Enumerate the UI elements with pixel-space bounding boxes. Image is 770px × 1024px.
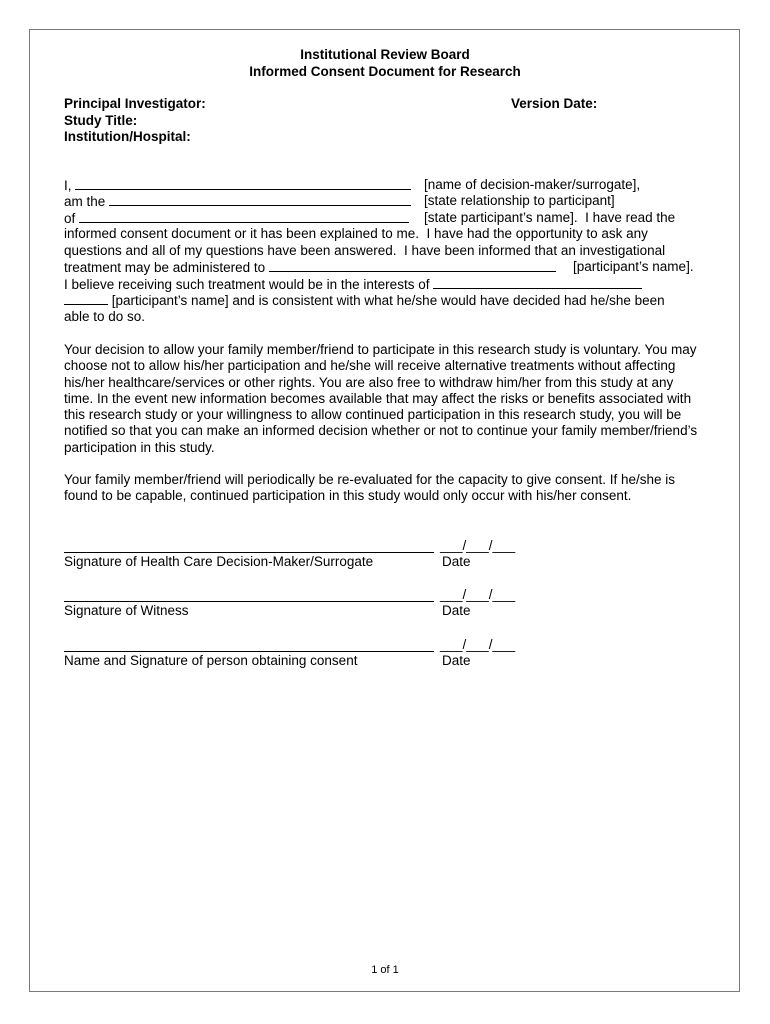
document-page: [29, 29, 740, 992]
relationship-blank[interactable]: [109, 193, 411, 206]
surrogate-date-label: Date: [442, 554, 471, 569]
consent-line-9: able to do so.: [64, 309, 146, 324]
participant-name-hint: [state participant’s name]. I have read the: [424, 210, 676, 225]
principal-investigator-label: Principal Investigator:: [64, 96, 206, 111]
surrogate-signature-label: Signature of Health Care Decision-Maker/Surrogate: [64, 554, 374, 569]
obtaining-signature-label: Name and Signature of person obtaining consent: [64, 653, 358, 668]
decision-maker-hint: [name of decision-maker/surrogate],: [424, 177, 641, 192]
obtaining-date-field[interactable]: ___/___/___: [440, 637, 516, 652]
version-date-label: Version Date:: [511, 96, 598, 111]
participant-name-blank[interactable]: [79, 210, 409, 223]
relationship-hint: [state relationship to participant]: [424, 193, 615, 208]
interests-participant-blank[interactable]: [433, 276, 642, 289]
treatment-participant-hint: [participant’s name].: [573, 259, 694, 274]
consent-line-3: of: [64, 210, 409, 226]
surrogate-date-field[interactable]: ___/___/___: [440, 538, 516, 553]
interests-participant-blank-cont[interactable]: [64, 292, 108, 305]
document-subtitle: Informed Consent Document for Research: [249, 64, 521, 79]
voluntary-paragraph: Your decision to allow your family member/friend to participate in this research study is voluntary. You may choose not to allow his/her participation and he/she will receive alternative treatments without affecting his/her healthcare/services or other rights. You are also free to withdraw him/her from this study at any time. In the event new information becomes available that may affect the risks or benefits associated with this research study or your willingness to allow continued participation in this research study, you will be notified so that you can make an informed decision whether or not to continue your family member/friend’s participation in this study.: [64, 342, 698, 455]
document-title: Institutional Review Board: [300, 47, 470, 62]
reevaluation-paragraph: Your family member/friend will periodically be re-evaluated for the capacity to give consent. If he/she is found to be capable, continued participation in this study would only occur with his/her consent.: [64, 472, 676, 504]
consent-line-1: I,: [64, 177, 411, 193]
consent-line-7: I believe receiving such treatment would be in the interests of: [64, 276, 642, 292]
consent-line-2: am the: [64, 193, 411, 209]
page-number: 1 of 1: [371, 964, 399, 976]
consent-line-4: informed consent document or it has been explained to me. I have had the opportunity to ask any: [64, 226, 648, 241]
obtaining-date-label: Date: [442, 653, 471, 668]
consent-line-5: questions and all of my questions have been answered. I have been informed that an investigational: [64, 243, 666, 258]
study-title-label: Study Title:: [64, 113, 138, 128]
witness-date-field[interactable]: ___/___/___: [440, 587, 516, 602]
consent-line-8: [participant’s name] and is consistent with what he/she would have decided had he/she been: [64, 292, 665, 308]
witness-date-label: Date: [442, 603, 471, 618]
treatment-participant-blank[interactable]: [269, 259, 556, 272]
decision-maker-name-blank[interactable]: [75, 177, 411, 190]
obtaining-signature-line[interactable]: [64, 651, 434, 652]
witness-signature-line[interactable]: [64, 601, 434, 602]
witness-signature-label: Signature of Witness: [64, 603, 189, 618]
surrogate-signature-line[interactable]: [64, 552, 434, 553]
consent-line-6: treatment may be administered to: [64, 259, 556, 275]
institution-label: Institution/Hospital:: [64, 129, 191, 144]
